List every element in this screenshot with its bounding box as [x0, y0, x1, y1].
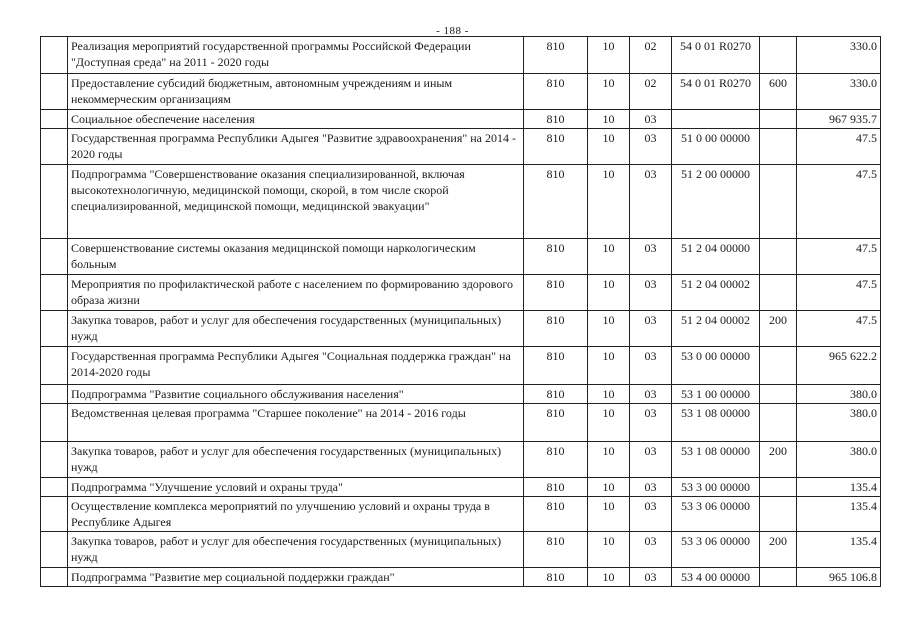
cell-name: Осуществление комплекса мероприятий по улучшению условий и охраны труда в Республике Адыгея — [68, 497, 524, 532]
cell-expense — [760, 110, 797, 129]
table-row — [41, 311, 881, 347]
table-row — [41, 497, 881, 532]
cell-amount: 965 106.8 — [797, 568, 881, 587]
table-row — [41, 404, 881, 442]
cell-target: 54 0 01 R0270 — [672, 74, 760, 110]
cell-ministry: 810 — [524, 110, 588, 129]
blank-cell — [41, 568, 68, 587]
cell-subsection: 03 — [630, 404, 672, 442]
cell-name: Социальное обеспечение населения — [68, 110, 524, 129]
cell-amount: 380.0 — [797, 404, 881, 442]
cell-section: 10 — [588, 311, 630, 347]
cell-expense — [760, 478, 797, 497]
cell-target: 51 2 04 00002 — [672, 311, 760, 347]
cell-subsection: 03 — [630, 347, 672, 385]
cell-subsection: 02 — [630, 37, 672, 74]
cell-name: Ведомственная целевая программа "Старшее поколение" на 2014 - 2016 годы — [68, 404, 524, 442]
cell-amount: 135.4 — [797, 532, 881, 568]
cell-ministry: 810 — [524, 385, 588, 404]
blank-cell — [41, 37, 68, 74]
table-row — [41, 239, 881, 275]
table-row — [41, 532, 881, 568]
blank-cell — [41, 385, 68, 404]
cell-amount: 380.0 — [797, 442, 881, 478]
blank-cell — [41, 497, 68, 532]
cell-ministry: 810 — [524, 74, 588, 110]
blank-cell — [41, 311, 68, 347]
page-number: - 188 - — [436, 25, 469, 37]
cell-name: Мероприятия по профилактической работе с населением по формированию здорового образа жизни — [68, 275, 524, 311]
cell-name: Закупка товаров, работ и услуг для обеспечения государственных (муниципальных) нужд — [68, 442, 524, 478]
cell-subsection: 03 — [630, 442, 672, 478]
cell-name: Реализация мероприятий государственной программы Российской Федерации "Доступная среда" на 2011 - 2020 годы — [68, 37, 524, 74]
cell-name: Предоставление субсидий бюджетным, автономным учреждениям и иным некоммерческим организациям — [68, 74, 524, 110]
cell-ministry: 810 — [524, 129, 588, 165]
table-row — [41, 347, 881, 385]
cell-expense — [760, 239, 797, 275]
blank-cell — [41, 478, 68, 497]
cell-section: 10 — [588, 478, 630, 497]
cell-target: 53 3 00 00000 — [672, 478, 760, 497]
cell-section: 10 — [588, 347, 630, 385]
cell-amount: 330.0 — [797, 37, 881, 74]
blank-cell — [41, 110, 68, 129]
cell-ministry: 810 — [524, 165, 588, 239]
blank-cell — [41, 74, 68, 110]
blank-cell — [41, 239, 68, 275]
cell-amount: 330.0 — [797, 74, 881, 110]
cell-expense — [760, 275, 797, 311]
blank-cell — [41, 129, 68, 165]
cell-target: 53 1 08 00000 — [672, 404, 760, 442]
cell-amount: 135.4 — [797, 478, 881, 497]
cell-expense: 200 — [760, 442, 797, 478]
cell-name: Государственная программа Республики Адыгея "Развитие здравоохранения" на 2014 - 2020 годы — [68, 129, 524, 165]
cell-target: 51 0 00 00000 — [672, 129, 760, 165]
table-row — [41, 568, 881, 587]
cell-expense — [760, 37, 797, 74]
table-row — [41, 442, 881, 478]
cell-subsection: 02 — [630, 74, 672, 110]
cell-expense — [760, 165, 797, 239]
cell-ministry: 810 — [524, 478, 588, 497]
cell-section: 10 — [588, 37, 630, 74]
cell-ministry: 810 — [524, 239, 588, 275]
cell-section: 10 — [588, 442, 630, 478]
cell-amount: 965 622.2 — [797, 347, 881, 385]
table-row — [41, 110, 881, 129]
cell-expense: 200 — [760, 532, 797, 568]
cell-target: 54 0 01 R0270 — [672, 37, 760, 74]
cell-amount: 967 935.7 — [797, 110, 881, 129]
cell-target: 53 3 06 00000 — [672, 532, 760, 568]
cell-name: Подпрограмма "Совершенствование оказания специализированной, включая высокотехнологичную, медицинской помощи, скорой, в том числе скорой специализированной, медицинской помощи, медицинской эвакуации" — [68, 165, 524, 239]
blank-cell — [41, 404, 68, 442]
cell-section: 10 — [588, 385, 630, 404]
cell-ministry: 810 — [524, 37, 588, 74]
cell-target: 53 0 00 00000 — [672, 347, 760, 385]
cell-section: 10 — [588, 239, 630, 275]
cell-expense: 600 — [760, 74, 797, 110]
cell-expense — [760, 404, 797, 442]
cell-subsection: 03 — [630, 497, 672, 532]
cell-ministry: 810 — [524, 497, 588, 532]
blank-cell — [41, 532, 68, 568]
cell-subsection: 03 — [630, 239, 672, 275]
cell-name: Государственная программа Республики Адыгея "Социальная поддержка граждан" на 2014-2020 годы — [68, 347, 524, 385]
budget-table — [40, 36, 881, 587]
cell-amount: 47.5 — [797, 275, 881, 311]
cell-amount: 47.5 — [797, 129, 881, 165]
cell-ministry: 810 — [524, 275, 588, 311]
cell-subsection: 03 — [630, 165, 672, 239]
cell-subsection: 03 — [630, 275, 672, 311]
cell-ministry: 810 — [524, 532, 588, 568]
cell-expense — [760, 347, 797, 385]
cell-target: 53 1 00 00000 — [672, 385, 760, 404]
cell-name: Совершенствование системы оказания медицинской помощи наркологическим больным — [68, 239, 524, 275]
cell-name: Подпрограмма "Развитие мер социальной поддержки граждан" — [68, 568, 524, 587]
cell-target: 51 2 04 00000 — [672, 239, 760, 275]
cell-target: 53 4 00 00000 — [672, 568, 760, 587]
cell-target: 53 3 06 00000 — [672, 497, 760, 532]
cell-section: 10 — [588, 165, 630, 239]
cell-amount: 135.4 — [797, 497, 881, 532]
table-row — [41, 385, 881, 404]
blank-cell — [41, 275, 68, 311]
blank-cell — [41, 165, 68, 239]
cell-expense — [760, 385, 797, 404]
cell-section: 10 — [588, 275, 630, 311]
cell-name: Закупка товаров, работ и услуг для обеспечения государственных (муниципальных) нужд — [68, 311, 524, 347]
cell-subsection: 03 — [630, 532, 672, 568]
table-row — [41, 37, 881, 74]
cell-target: 51 2 00 00000 — [672, 165, 760, 239]
cell-section: 10 — [588, 129, 630, 165]
cell-target — [672, 110, 760, 129]
table-row — [41, 478, 881, 497]
blank-cell — [41, 442, 68, 478]
cell-subsection: 03 — [630, 568, 672, 587]
cell-expense — [760, 497, 797, 532]
cell-ministry: 810 — [524, 442, 588, 478]
cell-subsection: 03 — [630, 311, 672, 347]
cell-subsection: 03 — [630, 385, 672, 404]
cell-section: 10 — [588, 497, 630, 532]
cell-name: Подпрограмма "Развитие социального обслуживания населения" — [68, 385, 524, 404]
blank-cell — [41, 347, 68, 385]
cell-amount: 47.5 — [797, 311, 881, 347]
cell-target: 53 1 08 00000 — [672, 442, 760, 478]
cell-target: 51 2 04 00002 — [672, 275, 760, 311]
cell-name: Подпрограмма "Улучшение условий и охраны труда" — [68, 478, 524, 497]
cell-ministry: 810 — [524, 568, 588, 587]
cell-ministry: 810 — [524, 347, 588, 385]
cell-subsection: 03 — [630, 478, 672, 497]
cell-subsection: 03 — [630, 129, 672, 165]
cell-amount: 380.0 — [797, 385, 881, 404]
cell-section: 10 — [588, 532, 630, 568]
cell-amount: 47.5 — [797, 165, 881, 239]
cell-expense — [760, 129, 797, 165]
cell-section: 10 — [588, 110, 630, 129]
table-row — [41, 275, 881, 311]
cell-ministry: 810 — [524, 311, 588, 347]
cell-section: 10 — [588, 404, 630, 442]
cell-expense — [760, 568, 797, 587]
table-row — [41, 165, 881, 239]
table-row — [41, 129, 881, 165]
cell-ministry: 810 — [524, 404, 588, 442]
cell-section: 10 — [588, 74, 630, 110]
cell-name: Закупка товаров, работ и услуг для обеспечения государственных (муниципальных) нужд — [68, 532, 524, 568]
cell-section: 10 — [588, 568, 630, 587]
cell-expense: 200 — [760, 311, 797, 347]
cell-amount: 47.5 — [797, 239, 881, 275]
cell-subsection: 03 — [630, 110, 672, 129]
table-row — [41, 74, 881, 110]
